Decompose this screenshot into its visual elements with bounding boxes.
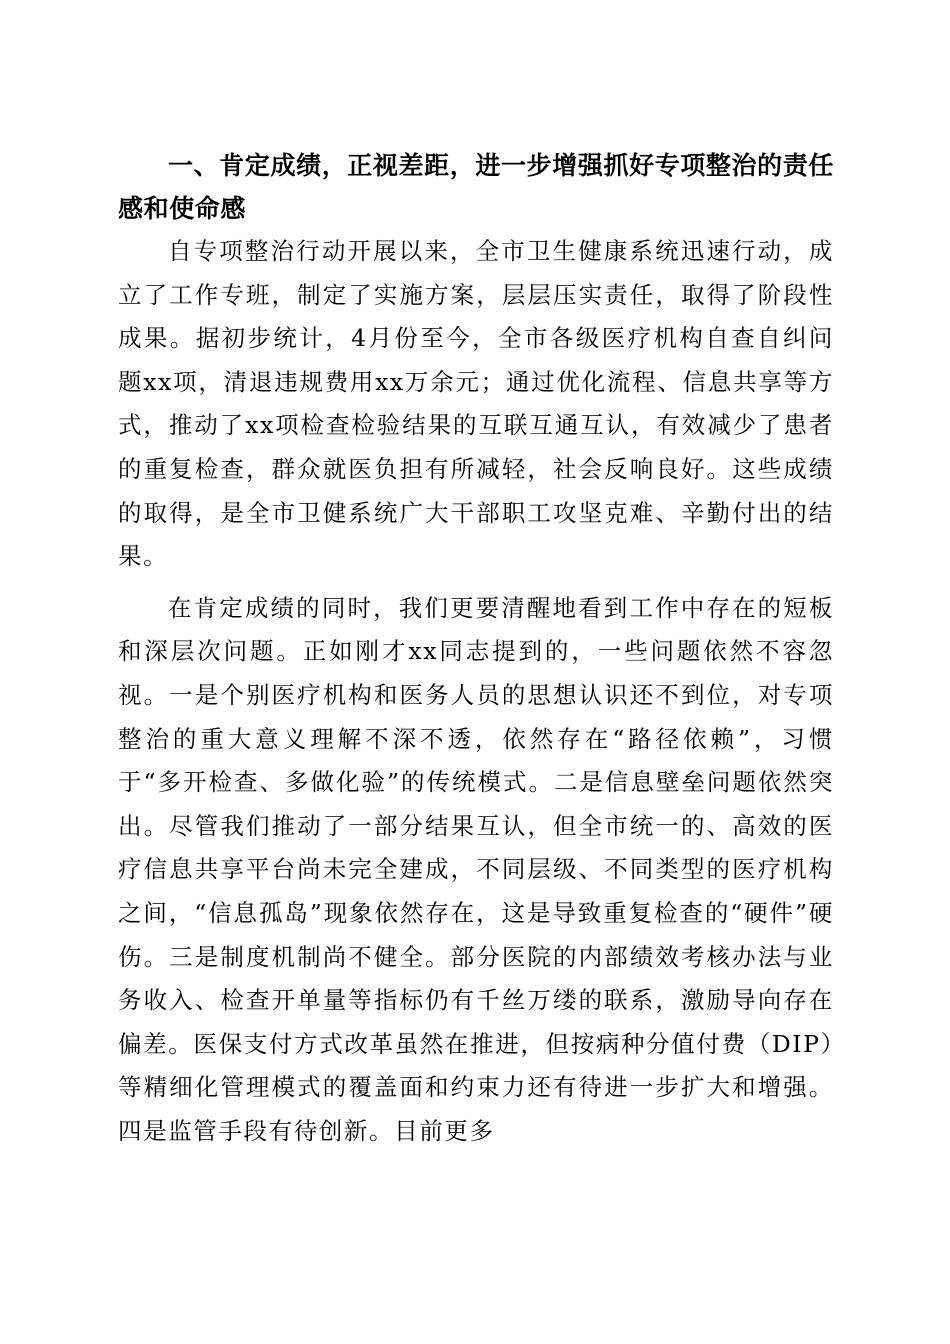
document-body — [118, 144, 834, 1153]
paragraph-problems: 在肯定成绩的同时，我们更要清醒地看到工作中存在的短板和深层次问题。正如刚才xx同志提到的，一些问题依然不容忽视。一是个别医疗机构和医务人员的思想认识还不到位，对专项整治的重大意义理解不深不透，依然存在“路径依赖”，习惯于“多开检查、多做化验”的传统模式。二是信息壁垒问题依然突出。尽管我们推动了一部分结果互认，但全市统一的、高效的医疗信息共享平台尚未完全建成，不同层级、不同类型的医疗机构之间，“信息孤岛”现象依然存在，这是导致重复检查的“硬件”硬伤。三是制度机制尚不健全。部分医院的内部绩效考核办法与业务收入、检查开单量等指标仍有千丝万缕的联系，激励导向存在偏差。医保支付方式改革虽然在推进，但按病种分值付费（DIP）等精细化管理模式的覆盖面和约束力还有待进一步扩大和增强。四是监管手段有待创新。目前更多 — [118, 593, 834, 1145]
paragraph-achievements: 自专项整治行动开展以来，全市卫生健康系统迅速行动，成立了工作专班，制定了实施方案，层层压实责任，取得了阶段性成果。据初步统计，4月份至今，全市各级医疗机构自查自纠问题xx项，清退违规费用xx万余元；通过优化流程、信息共享等方式，推动了xx项检查检验结果的互联互通互认，有效减少了患者的重复检查，群众就医负担有所减轻，社会反响良好。这些成绩的取得，是全市卫健系统广大干部职工攻坚克难、辛勤付出的结果。 — [118, 237, 834, 571]
section-heading: 一、肯定成绩，正视差距，进一步增强抓好专项整治的责任感和使命感 — [118, 151, 834, 223]
